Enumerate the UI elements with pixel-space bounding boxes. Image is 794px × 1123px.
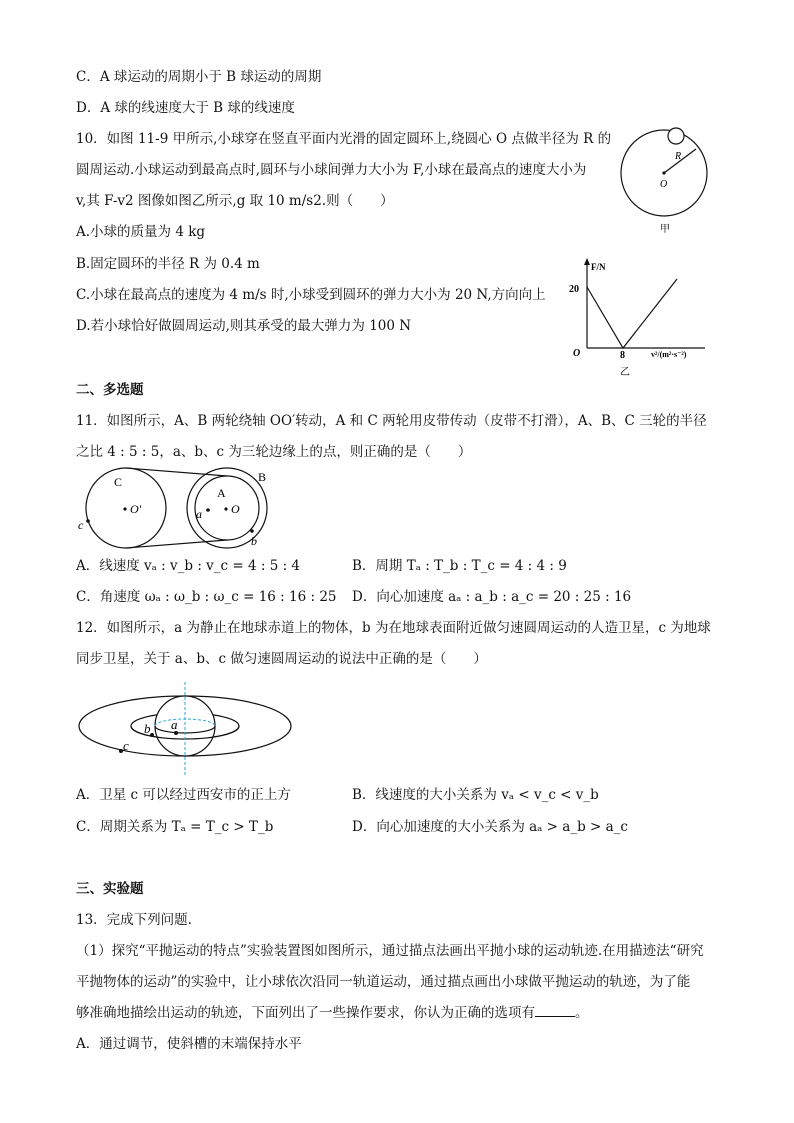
q9-option-c: C．A 球运动的周期小于 B 球运动的周期 <box>76 69 322 85</box>
q13-p-line-1: （1）探究“平抛运动的特点”实验装置图如图所示，通过描点法画出平抛小球的运动轨迹.在用描迹法“研究 <box>76 943 704 959</box>
label-b-wheel: B <box>258 470 267 484</box>
q10-figure-jia <box>615 125 720 237</box>
q11-option-c: C．角速度 ωₐ : ω_b : ω_c = 16 : 16 : 25 <box>76 589 337 605</box>
section-3-title: 三、实验题 <box>76 881 144 897</box>
q12-stem-line-1: 12．如图所示，a 为静止在地球赤道上的物体，b 为在地球表面附近做匀速圆周运动的人造卫星，c 为地球 <box>76 620 711 636</box>
q10-option-d: D.若小球恰好做圆周运动,则其承受的最大弹力为 100 N <box>76 318 412 334</box>
q10-figure-yi <box>565 258 715 380</box>
q12-option-d: D．向心加速度的大小关系为 aₐ > a_b > a_c <box>352 819 628 835</box>
label-point-a: a <box>196 507 202 521</box>
q10-stem-line-2: 圆周运动.小球运动到最高点时,圆环与小球间弹力大小为 F,小球在最高点的速度大小为 <box>76 162 587 178</box>
caption-jia: 甲 <box>660 224 670 235</box>
axle-o <box>224 507 227 510</box>
q12-option-b: B．线速度的大小关系为 vₐ < v_c < v_b <box>352 787 599 803</box>
f-v2-graph <box>587 279 677 348</box>
q12-orbit-figure <box>76 680 298 778</box>
q13-p-line-3 <box>76 1004 589 1022</box>
caption-yi: 乙 <box>620 367 630 378</box>
point-b <box>150 733 154 737</box>
belt-bottom <box>126 540 227 548</box>
label-b: b <box>144 721 151 736</box>
label-c-wheel: C <box>114 475 123 489</box>
ylabel: F/N <box>591 262 606 272</box>
q13-p-end: 。 <box>575 1005 589 1021</box>
q13-option-a: A．通过调节，使斜槽的末端保持水平 <box>76 1036 302 1052</box>
x-tick-8: 8 <box>620 350 625 361</box>
center-dot <box>662 171 665 174</box>
q11-pulley-figure <box>76 465 276 550</box>
q11-option-d: D．向心加速度 aₐ : a_b : a_c = 20 : 25 : 16 <box>352 589 632 605</box>
label-point-c: c <box>78 518 84 532</box>
point-a <box>206 508 210 512</box>
q11-stem-line-1: 11．如图所示，A、B 两轮绕轴 OO′转动，A 和 C 两轮用皮带传动（皮带不打滑），A、B、C 三轮的半径 <box>76 413 707 429</box>
ball-circle <box>668 128 684 144</box>
y-tick-20: 20 <box>569 284 579 295</box>
label-o: O <box>231 502 240 516</box>
q10-option-b: B.固定圆环的半径 R 为 0.4 m <box>76 256 260 272</box>
axle-o-prime <box>123 507 126 510</box>
xlabel: v²/(m²·s⁻²) <box>651 350 687 359</box>
q10-option-c: C.小球在最高点的速度为 4 m/s 时,小球受到圆环的弹力大小为 20 N,方向向上 <box>76 287 546 303</box>
label-r: R <box>675 151 682 162</box>
q13-p-line-3-text: 够准确地描绘出运动的轨迹，下面列出了一些操作要求，你认为正确的选项有 <box>76 1005 535 1021</box>
q12-option-a: A．卫星 c 可以经过西安市的正上方 <box>76 787 291 803</box>
y-arrow <box>584 258 590 265</box>
origin-label: O <box>573 348 581 359</box>
point-b <box>250 529 254 533</box>
q12-stem-line-2: 同步卫星，关于 a、b、c 做匀速圆周运动的说法中正确的是（ ） <box>76 651 487 667</box>
label-a-wheel: A <box>217 486 226 500</box>
point-c <box>86 519 90 523</box>
q12-option-c: C．周期关系为 Tₐ = T_c > T_b <box>76 819 274 835</box>
label-o-prime: O′ <box>130 502 142 516</box>
label-o: O <box>660 179 668 190</box>
q9-option-d: D．A 球的线速度大于 B 球的线速度 <box>76 100 295 116</box>
section-2-title: 二、多选题 <box>76 382 144 398</box>
q13-p-line-2: 平抛物体的运动”的实验中，让小球依次沿同一轨道运动，通过描点画出小球做平抛运动的轨迹，为了能 <box>76 974 691 990</box>
q10-stem-line-1: 10．如图 11-9 甲所示,小球穿在竖直平面内光滑的固定圆环上,绕圆心 O 点做半径为 R 的 <box>76 131 612 147</box>
label-a: a <box>171 717 178 732</box>
q11-stem-line-2: 之比 4 : 5 : 5，a、b、c 为三轮边缘上的点，则正确的是（ ） <box>76 444 472 460</box>
label-c: c <box>123 738 129 753</box>
q10-stem-line-3: v,其 F-v2 图像如图乙所示,g 取 10 m/s2.则（ ） <box>76 193 394 209</box>
label-point-b: b <box>251 534 257 548</box>
belt-top <box>126 468 227 476</box>
q13-title: 13．完成下列问题. <box>76 912 192 928</box>
q11-option-a: A．线速度 vₐ : v_b : v_c = 4 : 5 : 4 <box>76 558 301 574</box>
q11-option-b: B．周期 Tₐ : T_b : T_c = 4 : 4 : 9 <box>352 558 567 574</box>
q10-option-a: A.小球的质量为 4 kg <box>76 224 206 240</box>
answer-blank[interactable] <box>535 1004 575 1017</box>
